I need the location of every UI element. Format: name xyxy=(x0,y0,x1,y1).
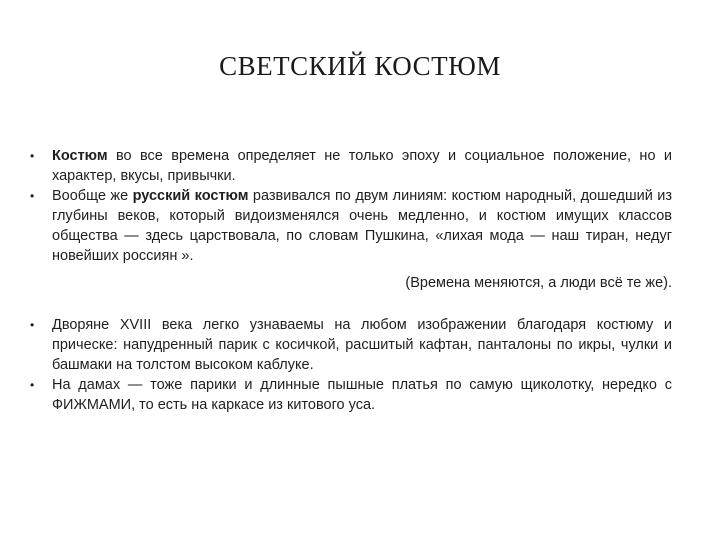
bullet-icon: • xyxy=(30,189,35,203)
slide-title: СВЕТСКИЙ КОСТЮМ xyxy=(219,51,501,81)
bullet-text: во все времена определяет не только эпоху и социальное положение, но и характер, вкусы, привычки. xyxy=(52,148,672,184)
aside-note: (Времена меняются, а люди всё те же). xyxy=(405,275,672,291)
bullet-item-russian-costume xyxy=(30,186,672,266)
bullet-text: Дворяне XVIII века легко узнаваемы на любом изображении благодаря костюму и прическе: напудренный парик с косичкой, расшитый кафтан, панталоны по икры, чулки и башмаки на толстом высоком каблуке. xyxy=(52,317,672,373)
bullet-text-prefix: Вообще же xyxy=(52,188,133,204)
bullet-bold-lead: Костюм xyxy=(52,148,108,164)
bullet-icon: • xyxy=(30,149,35,163)
bullet-text: На дамах — тоже парики и длинные пышные платья по самую щиколотку, нередко с ФИЖМАМИ, то есть на каркасе из китового уса. xyxy=(52,377,672,413)
bullet-bold-phrase: русский костюм xyxy=(132,188,249,204)
bullet-item-costume xyxy=(30,146,672,186)
bullet-text: развивался по двум линиям: костюм народный, дошедший из глубины веков, который видоизменялся очень медленно, и костюм имущих классов общества — здесь царствовала, по словам Пушкина, «лихая мода — наш тиран, недуг новейших россиян ». xyxy=(52,188,672,264)
bullet-icon: • xyxy=(30,318,35,332)
bullet-item-ladies xyxy=(30,375,672,415)
bullet-item-nobles xyxy=(30,315,672,375)
bullet-icon: • xyxy=(30,378,35,392)
slide-body xyxy=(30,146,672,415)
